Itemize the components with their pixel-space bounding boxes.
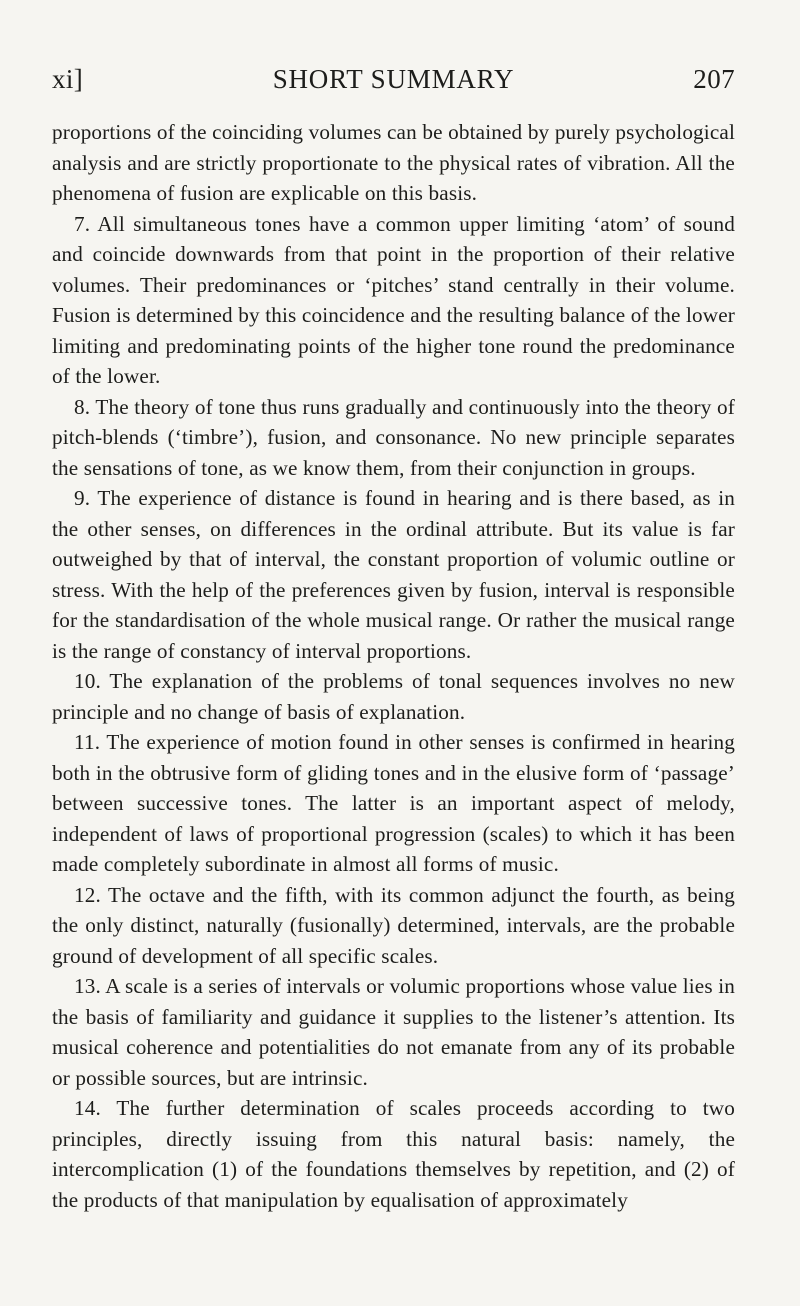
body-text [52,117,735,1215]
paragraph-point-12: 12. The octave and the fifth, with its common adjunct the fourth, as being the only distinct, naturally (fusionally) determined, intervals, are the probable ground of development of all specific scales. [52,882,735,968]
page-number: 207 [693,64,735,94]
paragraph-point-11: 11. The experience of motion found in other senses is confirmed in hearing both in the obtrusive form of gliding tones and in the elusive form of ‘passage’ between successive tones. The latter is an important aspect of melody, independent of laws of proportional progression (scales) to which it has been made completely subordinate in almost all forms of music. [52,730,735,876]
paragraph-point-10: 10. The explanation of the problems of tonal sequences involves no new principle and no change of basis of explanation. [52,669,735,724]
paragraph-point-9: 9. The experience of distance is found in hearing and is there based, as in the other senses, on differences in the ordinal attribute. But its value is far outweighed by that of interval, the constant proportion of volumic outline or stress. With the help of the preferences given by fusion, interval is responsible for the standardisation of the whole musical range. Or rather the musical range is the range of constancy of interval proportions. [52,486,735,663]
running-title: SHORT SUMMARY [272,64,515,94]
chapter-number: xi] [52,64,84,94]
paragraph-continuation: proportions of the coinciding volumes can be obtained by purely psychological analysis and are strictly proportionate to the physical rates of vibration. All the phenomena of fusion are explicable on this basis. [52,120,735,205]
paragraph-point-14: 14. The further determination of scales proceeds according to two principles, directly issuing from this natural basis: namely, the intercomplication (1) of the foundations themselves by repetition, and (2) of the products of that manipulation by equalisation of approximately [52,1096,735,1212]
running-head [52,64,735,102]
paragraph-point-7: 7. All simultaneous tones have a common upper limiting ‘atom’ of sound and coincide downwards from that point in the proportion of their relative volumes. Their predominances or ‘pitches’ stand centrally in their volume. Fusion is determined by this coincidence and the resulting balance of the lower limiting and predominating points of the higher tone round the predominance of the lower. [52,211,735,388]
paragraph-point-13: 13. A scale is a series of intervals or volumic proportions whose value lies in the basis of familiarity and guidance it supplies to the listener’s attention. Its musical coherence and potentialities do not emanate from any of its probable or possible sources, but are intrinsic. [52,974,735,1090]
paragraph-point-8: 8. The theory of tone thus runs gradually and continuously into the theory of pitch-blends (‘timbre’), fusion, and consonance. No new principle separates the sensations of tone, as we know them, from their conjunction in groups. [52,394,735,480]
